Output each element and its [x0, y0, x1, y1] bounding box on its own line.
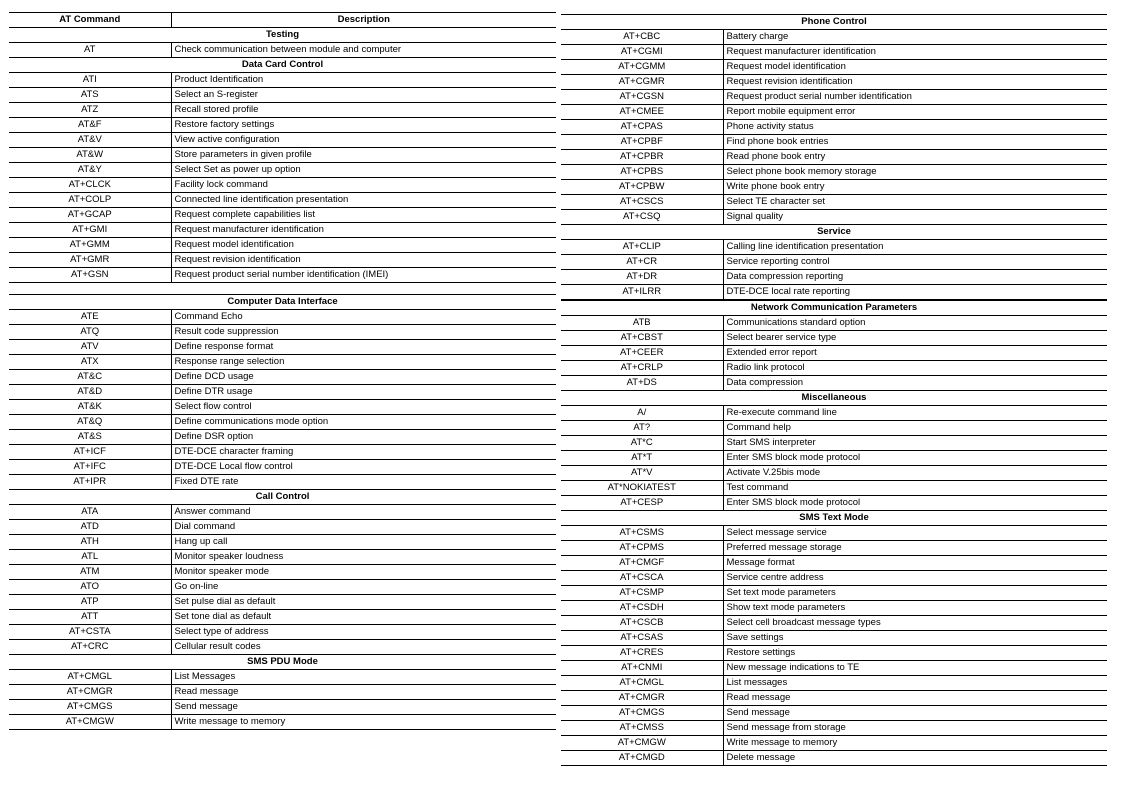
- at-command: AT+CSDH: [561, 601, 723, 616]
- at-command: AT+DS: [561, 376, 723, 391]
- table-row: [561, 346, 1107, 361]
- command-description: Request product serial number identification (IMEI): [171, 268, 556, 283]
- command-description: Select flow control: [171, 400, 556, 415]
- at-command: AT*V: [561, 466, 723, 481]
- table-row: [9, 325, 556, 340]
- command-description: Request manufacturer identification: [723, 45, 1107, 60]
- command-description: Select bearer service type: [723, 331, 1107, 346]
- table-row: [561, 255, 1107, 270]
- at-command: AT+GMR: [9, 253, 171, 268]
- at-command: ATI: [9, 73, 171, 88]
- section-title: Testing: [9, 28, 556, 43]
- command-description: Monitor speaker mode: [171, 565, 556, 580]
- command-description: Select Set as power up option: [171, 163, 556, 178]
- command-description: DTE-DCE Local flow control: [171, 460, 556, 475]
- command-description: DTE-DCE character framing: [171, 445, 556, 460]
- table-row: [9, 208, 556, 223]
- table-row: [9, 400, 556, 415]
- section-miscellaneous: [561, 391, 1107, 406]
- command-description: Select cell broadcast message types: [723, 616, 1107, 631]
- section-title: Miscellaneous: [561, 391, 1107, 406]
- at-command: AT+CPBS: [561, 165, 723, 180]
- command-description: Check communication between module and computer: [171, 43, 556, 58]
- at-command: AT+CMGR: [9, 685, 171, 700]
- command-description: Preferred message storage: [723, 541, 1107, 556]
- at-command: AT&W: [9, 148, 171, 163]
- command-description: Command Echo: [171, 310, 556, 325]
- command-description: Cellular result codes: [171, 640, 556, 655]
- table-row: [9, 580, 556, 595]
- command-description: Define response format: [171, 340, 556, 355]
- table-row: [561, 270, 1107, 285]
- command-description: Monitor speaker loudness: [171, 550, 556, 565]
- table-row: [561, 120, 1107, 135]
- table-row: [9, 610, 556, 625]
- at-command: AT&Q: [9, 415, 171, 430]
- at-command: ATP: [9, 595, 171, 610]
- command-description: Save settings: [723, 631, 1107, 646]
- command-description: Set tone dial as default: [171, 610, 556, 625]
- command-description: Restore factory settings: [171, 118, 556, 133]
- command-description: Extended error report: [723, 346, 1107, 361]
- table-row: [561, 195, 1107, 210]
- command-description: Fixed DTE rate: [171, 475, 556, 490]
- at-command: AT+DR: [561, 270, 723, 285]
- command-description: Enter SMS block mode protocol: [723, 451, 1107, 466]
- table-row: [561, 135, 1107, 150]
- table-row: [561, 331, 1107, 346]
- at-command: AT+CESP: [561, 496, 723, 511]
- command-description: Enter SMS block mode protocol: [723, 496, 1107, 511]
- at-command: AT+CMSS: [561, 721, 723, 736]
- table-row: [561, 210, 1107, 225]
- table-row: [9, 178, 556, 193]
- command-description: Find phone book entries: [723, 135, 1107, 150]
- at-command: ATX: [9, 355, 171, 370]
- command-description: DTE-DCE local rate reporting: [723, 285, 1107, 300]
- at-command: AT&V: [9, 133, 171, 148]
- table-row: [9, 640, 556, 655]
- command-description: Report mobile equipment error: [723, 105, 1107, 120]
- command-description: Command help: [723, 421, 1107, 436]
- at-command: AT+CMGW: [9, 715, 171, 730]
- at-command: AT: [9, 43, 171, 58]
- table-row: [561, 45, 1107, 60]
- at-command: AT*T: [561, 451, 723, 466]
- table-row: [561, 541, 1107, 556]
- at-command: AT+ICF: [9, 445, 171, 460]
- at-command: A/: [561, 406, 723, 421]
- at-command: AT+CPBR: [561, 150, 723, 165]
- section-title: Service: [561, 225, 1107, 240]
- at-command: ATO: [9, 580, 171, 595]
- at-command: AT+CNMI: [561, 661, 723, 676]
- section-sms-pdu-mode: [9, 655, 556, 670]
- table-row: [561, 180, 1107, 195]
- at-command: AT+CRES: [561, 646, 723, 661]
- command-description: Service centre address: [723, 571, 1107, 586]
- table-row: [9, 685, 556, 700]
- table-row: [561, 526, 1107, 541]
- table-row: [9, 310, 556, 325]
- at-command: AT+CSAS: [561, 631, 723, 646]
- at-command: ATZ: [9, 103, 171, 118]
- command-description: Delete message: [723, 751, 1107, 766]
- command-description: Select an S-register: [171, 88, 556, 103]
- table-row: [9, 385, 556, 400]
- command-description: Define DTR usage: [171, 385, 556, 400]
- at-command: AT+CLIP: [561, 240, 723, 255]
- at-command: AT+CGMI: [561, 45, 723, 60]
- table-row: [561, 30, 1107, 45]
- section-title: Phone Control: [561, 15, 1107, 30]
- at-command: AT+CPMS: [561, 541, 723, 556]
- table-row: [9, 415, 556, 430]
- table-row: [561, 586, 1107, 601]
- section-computer-data-interface: [9, 295, 556, 310]
- command-description: Go on-line: [171, 580, 556, 595]
- table-row: [9, 550, 556, 565]
- section-title: Network Communication Parameters: [561, 301, 1107, 316]
- command-description: Set pulse dial as default: [171, 595, 556, 610]
- table-row: [9, 43, 556, 58]
- command-description: Connected line identification presentation: [171, 193, 556, 208]
- command-description: Start SMS interpreter: [723, 436, 1107, 451]
- command-description: List messages: [723, 676, 1107, 691]
- command-description: Send message from storage: [723, 721, 1107, 736]
- table-row: [561, 60, 1107, 75]
- command-description: Communications standard option: [723, 316, 1107, 331]
- command-description: Select TE character set: [723, 195, 1107, 210]
- table-row: [9, 475, 556, 490]
- command-description: Facility lock command: [171, 178, 556, 193]
- section-call-control: [9, 490, 556, 505]
- table-row: [561, 240, 1107, 255]
- at-command: AT+CPBF: [561, 135, 723, 150]
- table-row: [561, 421, 1107, 436]
- table-row: [561, 616, 1107, 631]
- at-command: AT&K: [9, 400, 171, 415]
- column-header-row: [9, 13, 556, 28]
- table-row: [9, 253, 556, 268]
- table-row: [9, 193, 556, 208]
- command-description: Define DSR option: [171, 430, 556, 445]
- at-command: AT&C: [9, 370, 171, 385]
- at-command: ATT: [9, 610, 171, 625]
- command-description: Define communications mode option: [171, 415, 556, 430]
- section-phone-control: [561, 15, 1107, 30]
- section-title: Data Card Control: [9, 58, 556, 73]
- command-description: Request model identification: [723, 60, 1107, 75]
- at-command: ATV: [9, 340, 171, 355]
- table-row: [561, 556, 1107, 571]
- table-row: [9, 535, 556, 550]
- command-description: Store parameters in given profile: [171, 148, 556, 163]
- at-command: AT+CMGL: [561, 676, 723, 691]
- table-row: [9, 595, 556, 610]
- right-table-1: [561, 14, 1107, 300]
- at-command: AT+CPBW: [561, 180, 723, 195]
- command-description: Product Identification: [171, 73, 556, 88]
- table-row: [561, 90, 1107, 105]
- table-row: [9, 430, 556, 445]
- table-row: [9, 700, 556, 715]
- section-sms-text-mode: [561, 511, 1107, 526]
- table-row: [561, 736, 1107, 751]
- command-description: Message format: [723, 556, 1107, 571]
- table-row: [9, 340, 556, 355]
- at-command: ATA: [9, 505, 171, 520]
- command-description: Data compression reporting: [723, 270, 1107, 285]
- at-command: AT+CSMS: [561, 526, 723, 541]
- command-description: View active configuration: [171, 133, 556, 148]
- at-command: AT?: [561, 421, 723, 436]
- table-row: [561, 721, 1107, 736]
- command-description: Result code suppression: [171, 325, 556, 340]
- at-command: AT+CSCS: [561, 195, 723, 210]
- at-command: AT+CBC: [561, 30, 723, 45]
- at-command: AT+CMGS: [9, 700, 171, 715]
- at-command: AT+CGSN: [561, 90, 723, 105]
- at-command: ATQ: [9, 325, 171, 340]
- at-command: AT+IFC: [9, 460, 171, 475]
- at-command: AT+GMI: [9, 223, 171, 238]
- table-row: [561, 165, 1107, 180]
- at-command: AT+CRC: [9, 640, 171, 655]
- table-row: [561, 481, 1107, 496]
- command-description: Request product serial number identification: [723, 90, 1107, 105]
- at-command: AT+IPR: [9, 475, 171, 490]
- table-row: [561, 751, 1107, 766]
- section-data-card-control: [9, 58, 556, 73]
- at-command: AT+CSMP: [561, 586, 723, 601]
- command-description: Send message: [723, 706, 1107, 721]
- description-column-header: Description: [171, 13, 556, 28]
- right-table-2: [561, 300, 1107, 766]
- at-command: AT+CMEE: [561, 105, 723, 120]
- command-description: Request manufacturer identification: [171, 223, 556, 238]
- table-row: [561, 601, 1107, 616]
- command-description: Restore settings: [723, 646, 1107, 661]
- table-row: [9, 73, 556, 88]
- table-row: [561, 661, 1107, 676]
- command-description: Show text mode parameters: [723, 601, 1107, 616]
- table-row: [9, 238, 556, 253]
- table-row: [561, 75, 1107, 90]
- command-description: Write phone book entry: [723, 180, 1107, 195]
- at-command: AT&Y: [9, 163, 171, 178]
- command-description: New message indications to TE: [723, 661, 1107, 676]
- table-row: [561, 631, 1107, 646]
- table-row: [561, 646, 1107, 661]
- command-description: Test command: [723, 481, 1107, 496]
- at-command: AT+CRLP: [561, 361, 723, 376]
- command-description: Define DCD usage: [171, 370, 556, 385]
- at-command: AT+CR: [561, 255, 723, 270]
- at-command: ATH: [9, 535, 171, 550]
- table-row: [9, 355, 556, 370]
- table-row: [561, 285, 1107, 300]
- left-table-1: [9, 12, 556, 283]
- command-description: Request complete capabilities list: [171, 208, 556, 223]
- command-column-header: AT Command: [9, 13, 171, 28]
- at-command: AT+CLCK: [9, 178, 171, 193]
- command-description: Request model identification: [171, 238, 556, 253]
- table-row: [561, 105, 1107, 120]
- command-description: Request revision identification: [723, 75, 1107, 90]
- command-description: Activate V.25bis mode: [723, 466, 1107, 481]
- table-row: [561, 451, 1107, 466]
- command-description: Response range selection: [171, 355, 556, 370]
- at-command: AT+CGMR: [561, 75, 723, 90]
- at-command: AT+CSCB: [561, 616, 723, 631]
- table-row: [9, 445, 556, 460]
- command-description: Request revision identification: [171, 253, 556, 268]
- command-description: Send message: [171, 700, 556, 715]
- table-row: [561, 706, 1107, 721]
- at-command: AT+CGMM: [561, 60, 723, 75]
- table-row: [561, 496, 1107, 511]
- table-row: [9, 460, 556, 475]
- at-command: AT&S: [9, 430, 171, 445]
- command-description: Re-execute command line: [723, 406, 1107, 421]
- at-command: AT+GMM: [9, 238, 171, 253]
- section-service: [561, 225, 1107, 240]
- table-row: [9, 118, 556, 133]
- command-description: Write message to memory: [171, 715, 556, 730]
- at-command: AT+CPAS: [561, 120, 723, 135]
- command-description: Recall stored profile: [171, 103, 556, 118]
- command-description: Data compression: [723, 376, 1107, 391]
- at-command: AT+CMGL: [9, 670, 171, 685]
- command-description: Select phone book memory storage: [723, 165, 1107, 180]
- command-description: Select type of address: [171, 625, 556, 640]
- section-network-communication-parameters: [561, 301, 1107, 316]
- at-command: ATD: [9, 520, 171, 535]
- command-description: Hang up call: [171, 535, 556, 550]
- at-command: AT*NOKIATEST: [561, 481, 723, 496]
- command-description: Dial command: [171, 520, 556, 535]
- command-description: Read message: [723, 691, 1107, 706]
- table-row: [561, 376, 1107, 391]
- command-description: Answer command: [171, 505, 556, 520]
- at-command: AT+COLP: [9, 193, 171, 208]
- table-row: [561, 316, 1107, 331]
- left-table-2: [9, 294, 556, 730]
- table-row: [9, 520, 556, 535]
- command-description: Calling line identification presentation: [723, 240, 1107, 255]
- table-row: [9, 505, 556, 520]
- at-command: ATL: [9, 550, 171, 565]
- at-command: AT+CMGW: [561, 736, 723, 751]
- command-description: Signal quality: [723, 210, 1107, 225]
- section-title: SMS PDU Mode: [9, 655, 556, 670]
- section-title: Computer Data Interface: [9, 295, 556, 310]
- at-command: AT+CMGF: [561, 556, 723, 571]
- command-description: Service reporting control: [723, 255, 1107, 270]
- command-description: Radio link protocol: [723, 361, 1107, 376]
- at-command: ATB: [561, 316, 723, 331]
- at-command: AT+CEER: [561, 346, 723, 361]
- table-row: [9, 715, 556, 730]
- table-row: [561, 676, 1107, 691]
- table-row: [9, 163, 556, 178]
- table-row: [561, 466, 1107, 481]
- command-description: Write message to memory: [723, 736, 1107, 751]
- table-row: [9, 223, 556, 238]
- at-command: AT+GCAP: [9, 208, 171, 223]
- command-description: Phone activity status: [723, 120, 1107, 135]
- table-row: [561, 571, 1107, 586]
- table-row: [561, 691, 1107, 706]
- section-testing: [9, 28, 556, 43]
- table-row: [9, 148, 556, 163]
- at-command: AT+ILRR: [561, 285, 723, 300]
- table-row: [9, 670, 556, 685]
- at-command: AT+CSTA: [9, 625, 171, 640]
- at-command: AT&F: [9, 118, 171, 133]
- at-command: ATE: [9, 310, 171, 325]
- command-description: Select message service: [723, 526, 1107, 541]
- at-command: ATM: [9, 565, 171, 580]
- table-row: [561, 436, 1107, 451]
- table-row: [9, 565, 556, 580]
- at-command: AT+GSN: [9, 268, 171, 283]
- command-description: Read phone book entry: [723, 150, 1107, 165]
- table-row: [9, 625, 556, 640]
- table-row: [561, 361, 1107, 376]
- at-command: ATS: [9, 88, 171, 103]
- section-title: SMS Text Mode: [561, 511, 1107, 526]
- at-command: AT+CBST: [561, 331, 723, 346]
- at-command: AT+CSCA: [561, 571, 723, 586]
- command-description: List Messages: [171, 670, 556, 685]
- at-command: AT+CMGR: [561, 691, 723, 706]
- at-command: AT+CMGD: [561, 751, 723, 766]
- at-command: AT*C: [561, 436, 723, 451]
- table-row: [561, 150, 1107, 165]
- table-row: [9, 370, 556, 385]
- at-command: AT+CSQ: [561, 210, 723, 225]
- command-description: Set text mode parameters: [723, 586, 1107, 601]
- table-row: [9, 103, 556, 118]
- at-command: AT&D: [9, 385, 171, 400]
- table-row: [9, 88, 556, 103]
- table-row: [9, 133, 556, 148]
- section-title: Call Control: [9, 490, 556, 505]
- command-description: Read message: [171, 685, 556, 700]
- table-row: [9, 268, 556, 283]
- at-command: AT+CMGS: [561, 706, 723, 721]
- command-description: Battery charge: [723, 30, 1107, 45]
- table-row: [561, 406, 1107, 421]
